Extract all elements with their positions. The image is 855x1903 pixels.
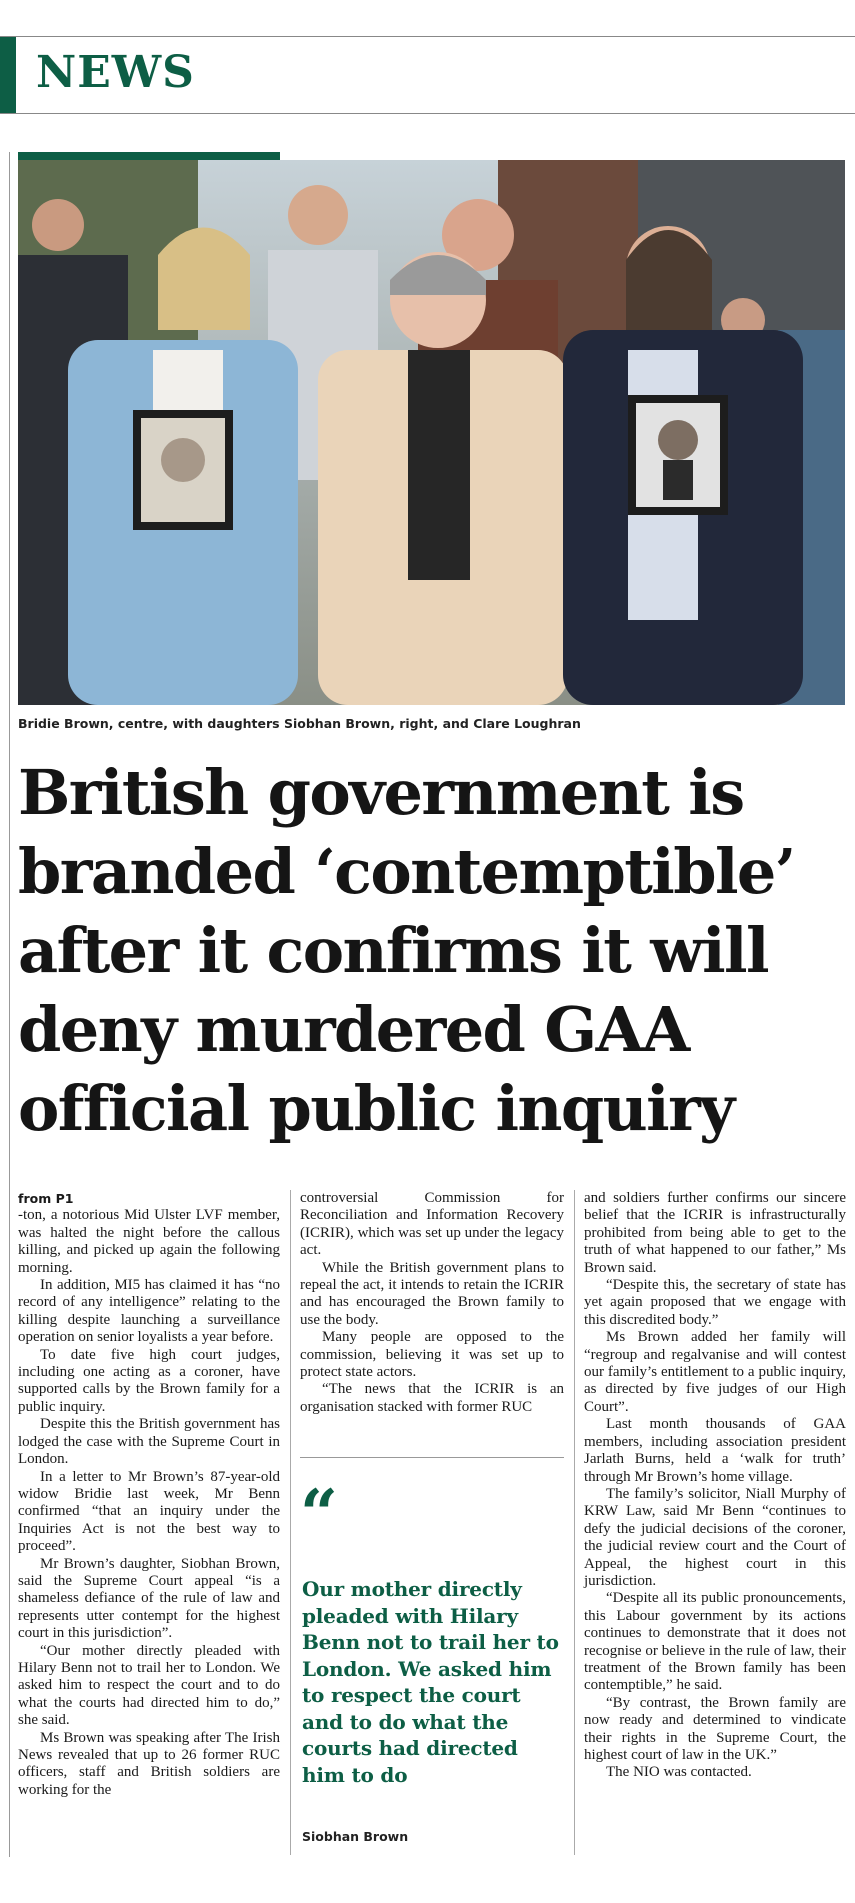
- paragraph: While the British government plans to repeal the act, it intends to retain the ICRIR and has encouraged the Brown family to use the body.: [300, 1259, 564, 1328]
- paragraph: Last month thousands of GAA members, including association president Jarlath Burns, held a ‘walk for truth’ through Mr Brown’s home village.: [584, 1416, 846, 1485]
- continuation-label: from P1: [18, 1191, 74, 1206]
- column-divider: [574, 1190, 575, 1855]
- photo-caption: Bridie Brown, centre, with daughters Siobhan Brown, right, and Clare Loughran: [18, 716, 581, 731]
- paragraph: The family’s solicitor, Niall Murphy of KRW Law, said Mr Benn “continues to defy the judicial decisions of the coroner, the judicial review court and the Court of Appeal, the highest court in this jurisdiction.: [584, 1485, 846, 1589]
- paragraph: “Despite this, the secretary of state has yet again proposed that we engage with this discredited body.”: [584, 1277, 846, 1328]
- paragraph: Despite this the British government has lodged the case with the Supreme Court in London.: [18, 1416, 280, 1468]
- paragraph: “Our mother directly pleaded with Hilary Benn not to trail her to London. We asked him to respect the court and to do what the courts had directed him to do,” she said.: [18, 1642, 280, 1729]
- article-column-3: [584, 1190, 846, 1782]
- paragraph: Many people are opposed to the commission, believing it was set up to protect state actors.: [300, 1329, 564, 1381]
- paragraph: Ms Brown added her family will “regroup and regalvanise and will contest our family’s entitlement to a public inquiry, as directed by five judges of our High Court”.: [584, 1329, 846, 1415]
- paragraph: -ton, a notorious Mid Ulster LVF member, was halted the night before the callous killing, and picked up again the following morning.: [18, 1207, 280, 1276]
- pullquote-attribution: Siobhan Brown: [302, 1829, 409, 1844]
- section-accent-bar: [0, 37, 16, 113]
- headline-line: deny murdered GAA: [18, 993, 689, 1066]
- headline: [18, 753, 848, 1148]
- headline-line: branded ‘contemptible’: [18, 835, 795, 908]
- section-header: [0, 36, 855, 114]
- photo-accent-bar: [18, 152, 280, 160]
- pullquote-text: Our mother directly pleaded with Hilary Benn not to trail her to London. We asked him to respect the court and to do what the courts had directed him to do: [302, 1577, 559, 1787]
- headline-line: British government is: [18, 756, 744, 829]
- pullquote-divider: [300, 1457, 564, 1458]
- paragraph: and soldiers further confirms our sincere belief that the ICRIR is infrastructurally prohibited from being able to get to the truth of what happened to our father,” Ms Brown said.: [584, 1190, 846, 1276]
- paragraph: The NIO was contacted.: [606, 1764, 752, 1781]
- paragraph: controversial Commission for Reconciliation and Information Recovery (ICRIR), which was set up under the legacy act.: [300, 1190, 564, 1259]
- paragraph: “The news that the ICRIR is an organisation stacked with former RUC: [300, 1381, 564, 1415]
- page-left-rule: [9, 152, 10, 1857]
- paragraph: “By contrast, the Brown family are now ready and determined to vindicate their rights in the Supreme Court, the highest court of law in the UK.”: [584, 1694, 846, 1763]
- paragraph: In addition, MI5 has claimed it has “no record of any intelligence” relating to the killing despite launching a surveillance operation on senior loyalists a year before.: [18, 1277, 280, 1346]
- section-label: NEWS: [36, 47, 195, 98]
- headline-line: official public inquiry: [18, 1072, 734, 1145]
- paragraph: Ms Brown was speaking after The Irish News revealed that up to 26 former RUC officers, staff and British soldiers are working for the: [18, 1729, 280, 1798]
- photo-illustration: [18, 160, 845, 705]
- paragraph: “Despite all its public pronouncements, this Labour government by its actions continues to demonstrate that it does not recognise or believe in the rule of law, their treatment of the Brown family has been contemptible,” he said.: [584, 1590, 846, 1694]
- article-column-2: [300, 1190, 564, 1416]
- column-divider: [290, 1190, 291, 1855]
- quote-mark-icon: “: [300, 1475, 338, 1553]
- news-photo: [18, 160, 845, 705]
- article-column-1: [18, 1190, 280, 1799]
- paragraph: To date five high court judges, including one acting as a coroner, have supported calls by the Brown family for a public inquiry.: [18, 1346, 280, 1415]
- headline-line: after it confirms it will: [18, 914, 768, 987]
- paragraph: In a letter to Mr Brown’s 87-year-old widow Bridie last week, Mr Benn confirmed “that an inquiry under the Inquiries Act is not the best way to proceed”.: [18, 1468, 280, 1555]
- paragraph: Mr Brown’s daughter, Siobhan Brown, said the Supreme Court appeal “is a shameless defiance of the rule of law and represents utter contempt for the highest court in this jurisdiction”.: [18, 1555, 280, 1642]
